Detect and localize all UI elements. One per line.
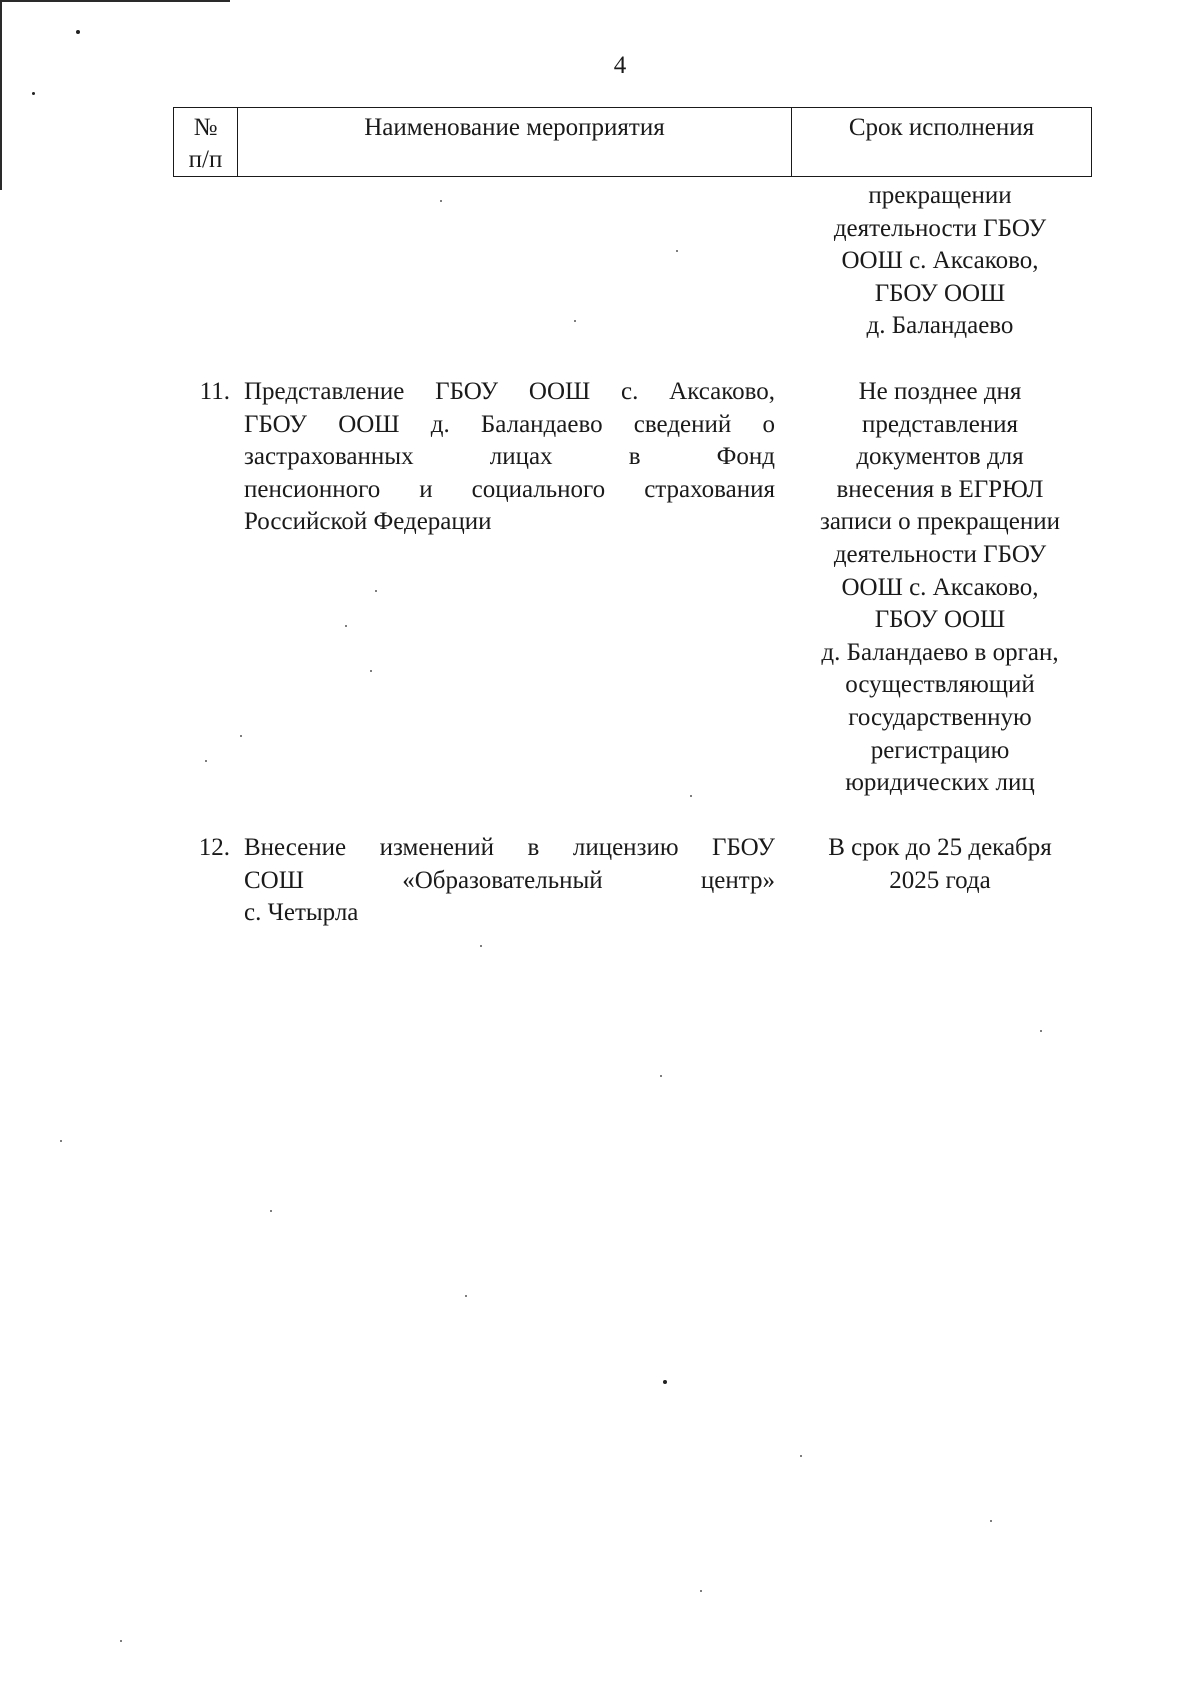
term-line: ООШ с. Аксаково, <box>841 247 1039 275</box>
term-line: д. Баландаево <box>866 312 1014 340</box>
term-line: осуществляющий <box>845 671 1035 699</box>
scan-edge-top <box>0 0 230 2</box>
scan-speck <box>676 250 678 252</box>
name-line: с. Четырла <box>244 899 359 927</box>
row-11-name <box>244 376 775 539</box>
scan-speck <box>663 1380 667 1384</box>
name-line: Российской Федерации <box>244 508 492 536</box>
scan-speck <box>465 1295 467 1297</box>
term-line: внесения в ЕГРЮЛ <box>836 475 1044 503</box>
header-num-label: № п/п <box>188 114 223 173</box>
term-line: государственную <box>848 703 1032 731</box>
term-line: В срок до 25 декабря <box>828 834 1052 861</box>
page-number: 4 <box>613 52 627 79</box>
term-line: документов для <box>856 443 1024 471</box>
row-12-number: 12. <box>198 834 230 861</box>
scan-speck <box>76 30 80 34</box>
row-11-term <box>792 376 1088 800</box>
scan-speck <box>120 1640 122 1642</box>
scan-speck <box>370 670 372 672</box>
name-line: Представление ГБОУ ООШ с. Аксаково, <box>244 378 775 405</box>
scan-speck <box>690 795 692 797</box>
scan-speck <box>700 1590 702 1592</box>
name-line: Внесение изменений в лицензию ГБОУ <box>244 834 775 861</box>
continuation-term <box>792 180 1088 343</box>
term-line: ГБОУ ООШ <box>874 606 1006 634</box>
row-12-name <box>244 832 775 930</box>
term-line: записи о прекращении <box>819 508 1061 536</box>
term-line: регистрацию <box>870 736 1010 764</box>
header-term: Срок исполнения <box>792 108 1092 177</box>
scan-edge-left <box>0 0 2 190</box>
term-line: деятельности ГБОУ <box>833 540 1047 568</box>
scan-speck <box>205 760 207 762</box>
name-line: пенсионного и социального страхования <box>244 475 775 503</box>
term-line: д. Баландаево в орган, <box>821 638 1059 666</box>
scan-speck <box>574 320 576 322</box>
term-line: представления <box>861 410 1019 438</box>
table-header <box>173 107 1092 177</box>
term-line: деятельности ГБОУ <box>833 214 1047 242</box>
scan-speck <box>270 1210 272 1212</box>
scan-speck <box>440 200 442 202</box>
scan-speck <box>480 945 482 947</box>
scan-speck <box>345 625 347 627</box>
header-num <box>174 108 238 177</box>
scan-speck <box>60 1140 62 1142</box>
row-11-number: 11. <box>199 378 230 405</box>
scan-speck <box>375 590 377 592</box>
row-12-term <box>792 832 1088 897</box>
name-line: ГБОУ ООШ д. Баландаево сведений о <box>244 410 775 438</box>
term-line: ООШ с. Аксаково, <box>841 573 1039 601</box>
scan-speck <box>660 1075 662 1077</box>
term-line: юридических лиц <box>845 769 1035 797</box>
term-line: Не позднее дня <box>858 378 1022 405</box>
scan-speck <box>990 1520 992 1522</box>
term-line: 2025 года <box>889 866 991 894</box>
name-line: застрахованных лицах в Фонд <box>244 443 775 471</box>
scan-speck <box>800 1455 802 1457</box>
scan-speck <box>1040 1030 1042 1032</box>
header-name: Наименование мероприятия <box>238 108 792 177</box>
scan-speck <box>240 735 242 737</box>
scan-speck <box>32 92 35 95</box>
term-line: прекращении <box>868 182 1012 209</box>
name-line: СОШ «Образовательный центр» <box>244 866 775 894</box>
term-line: ГБОУ ООШ <box>874 279 1006 307</box>
